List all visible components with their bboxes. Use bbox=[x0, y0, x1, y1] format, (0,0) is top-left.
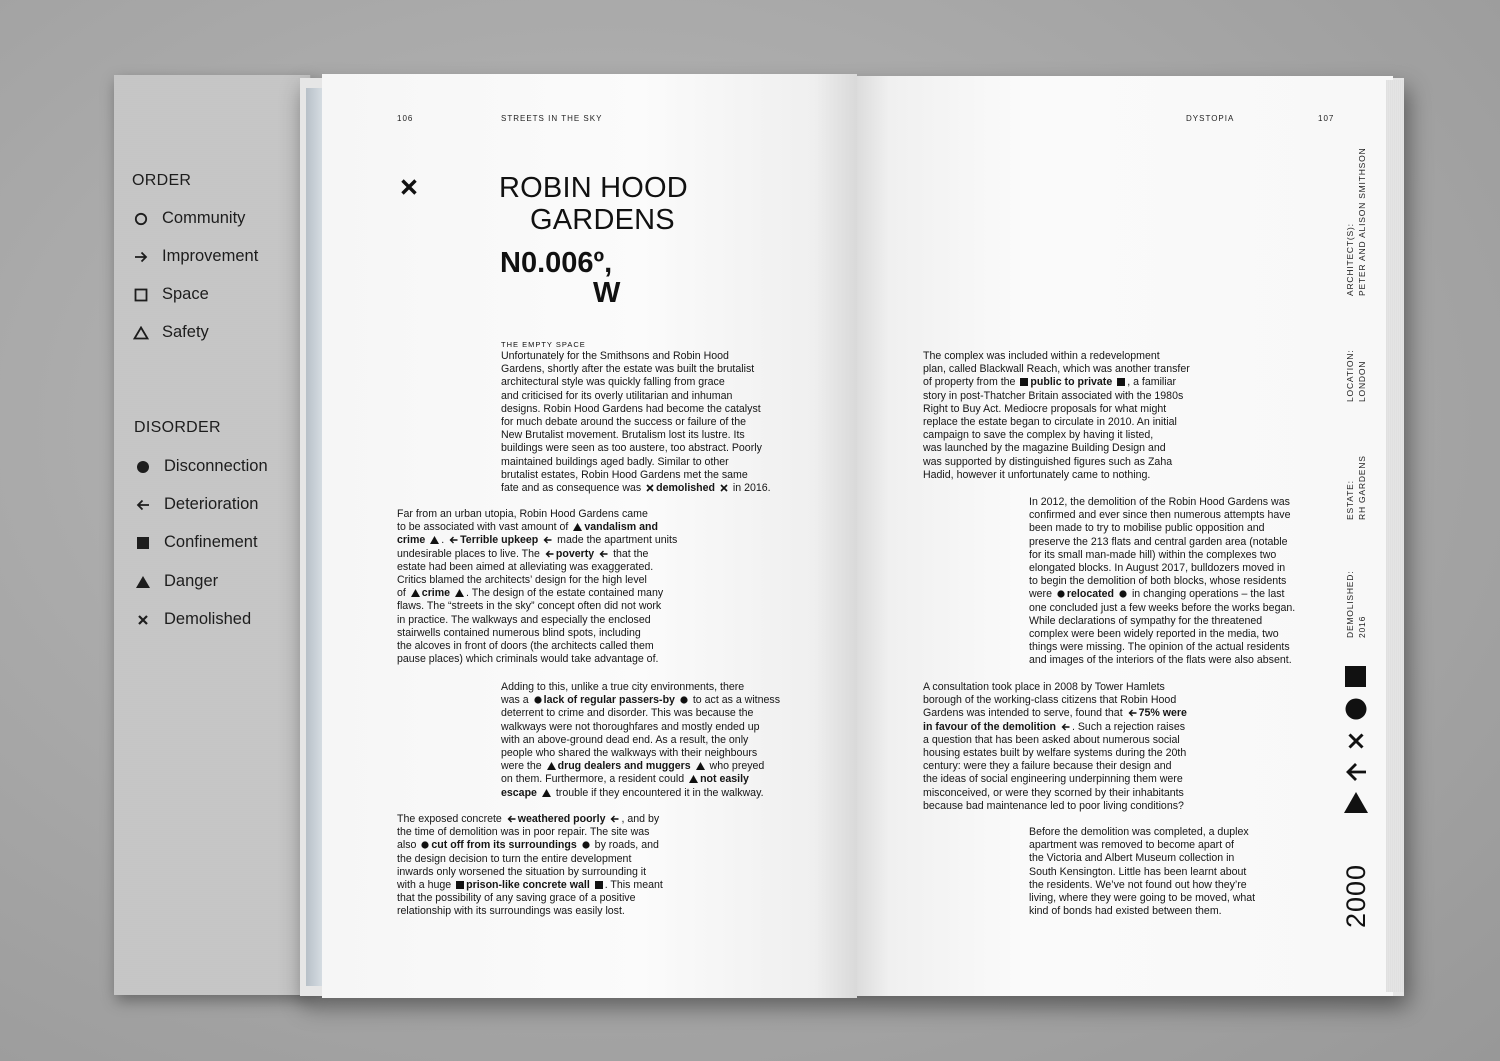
keyword: demolished bbox=[656, 482, 715, 495]
text-line: to begin the demolition of both blocks, whose residents bbox=[1029, 575, 1287, 588]
legend-item-disconnection bbox=[134, 457, 268, 476]
circle-filled-icon bbox=[582, 841, 590, 849]
paragraph: Far from an urban utopia, Robin Hood Gardens came to be associated with vast amount of vandalism and crime . Terrible upkeep made the apartment units undesirable places to live. The poverty that the estate had been aimed at alleviating was exaggerated. Critics blamed the architects’ design for the high level of crime . The design of the estate contained many flaws. The “streets in the sky” concept often did not work in practice. The walkways and especially the enclosed stairwells contained numerous blind spots, including the alcoves in front of doors (the architects called them pause places) which criminals would take advantage of. bbox=[397, 508, 717, 666]
text-run: that the bbox=[613, 547, 649, 560]
legend-item-community bbox=[132, 209, 245, 228]
legend-label: Deterioration bbox=[164, 495, 259, 513]
arrow-left-icon bbox=[449, 536, 458, 544]
arrow-right-icon bbox=[132, 248, 150, 266]
text-line: While declarations of sympathy for the threatened bbox=[1029, 614, 1263, 627]
square-filled-icon bbox=[595, 881, 603, 889]
legend-item-danger bbox=[134, 572, 218, 591]
text-line: South Kensington. Little has been learnt about bbox=[1029, 865, 1247, 878]
text-run: . This meant bbox=[604, 879, 663, 892]
arrow-left-icon bbox=[545, 550, 554, 558]
text-line: the Victoria and Albert Museum collection in bbox=[1029, 852, 1235, 865]
circle-filled-icon bbox=[680, 696, 688, 704]
text-line: the alcoves in front of doors (the architects called them bbox=[397, 640, 654, 653]
text-line: things were missing. The opinion of the actual residents bbox=[1029, 641, 1290, 654]
page-edges bbox=[1386, 80, 1404, 992]
meta-value: LONDON bbox=[1357, 360, 1367, 402]
meta-label: ESTATE: bbox=[1345, 480, 1355, 520]
circle-filled-icon bbox=[534, 696, 542, 704]
text-line: with an above-ground dead end. As a result, the only bbox=[501, 733, 749, 746]
keyword: crime bbox=[421, 587, 451, 600]
text-line: living, where they were going to be moved, what bbox=[1029, 892, 1256, 905]
text-line: architectural style was quickly falling from grace bbox=[501, 376, 725, 389]
text-run: with a huge bbox=[397, 879, 452, 892]
paragraph bbox=[1029, 826, 1309, 918]
legend-label: Community bbox=[162, 209, 246, 227]
meta-estate bbox=[1344, 455, 1368, 520]
text-run: made the apartment units bbox=[557, 534, 678, 547]
text-line: deterrent to crime and disorder. This was because the bbox=[501, 707, 754, 720]
circle-filled-icon bbox=[134, 458, 152, 476]
triangle-outline-icon bbox=[132, 324, 150, 342]
triangle-filled-icon bbox=[430, 536, 439, 544]
text-line: Gardens, shortly after the estate was built the brutalist bbox=[501, 363, 755, 376]
disorder-heading: DISORDER bbox=[134, 419, 221, 436]
triangle-filled-icon bbox=[411, 589, 420, 597]
text-line: apartment was removed to become apart of bbox=[1029, 839, 1234, 852]
text-line: estate had been aimed at alleviating was exaggerated. bbox=[397, 560, 654, 573]
text-line: designs. Robin Hood Gardens had become the catalyst bbox=[501, 402, 761, 415]
circle-filled-icon bbox=[1119, 590, 1127, 598]
text-line: walkways were not thoroughfares and mostly ended up bbox=[501, 720, 760, 733]
text-run: Gardens was intended to serve, found that bbox=[923, 707, 1123, 720]
text-line: A consultation took place in 2008 by Tower Hamlets bbox=[923, 681, 1165, 693]
keyword: crime bbox=[397, 534, 426, 547]
legend-item-improvement bbox=[132, 247, 258, 266]
text-line: complex were been widely reported in the media, two bbox=[1029, 628, 1279, 641]
text-run: undesirable places to live. The bbox=[397, 547, 540, 560]
text-line: flaws. The “streets in the sky” concept often did not work bbox=[397, 600, 662, 613]
text-line: because bad maintenance led to poor living conditions? bbox=[923, 799, 1184, 812]
meta-architect bbox=[1344, 148, 1368, 296]
arrow-left-icon bbox=[599, 550, 608, 558]
legend-label: Space bbox=[162, 285, 209, 303]
cross-icon bbox=[720, 484, 728, 492]
text-line: Adding to this, unlike a true city environments, there bbox=[501, 681, 745, 693]
triangle-filled-icon bbox=[455, 589, 464, 597]
keyword: poverty bbox=[555, 547, 595, 560]
legend-label: Confinement bbox=[164, 533, 258, 551]
arrow-left-icon bbox=[1061, 723, 1070, 731]
text-run: by roads, and bbox=[594, 839, 659, 852]
text-line: housing estates built by welfare systems during the 20th bbox=[923, 747, 1187, 760]
arrow-left-icon bbox=[1128, 709, 1137, 717]
keyword: drug dealers and muggers bbox=[557, 760, 691, 773]
text-line: one concluded just a few weeks before the works began. bbox=[1029, 601, 1296, 614]
text-line: In 2012, the demolition of the Robin Hood Gardens was bbox=[1029, 496, 1290, 508]
legend-item-safety bbox=[132, 323, 209, 342]
circle-outline-icon bbox=[132, 210, 150, 228]
triangle-filled-icon bbox=[547, 762, 556, 770]
text-line: the time of demolition was in poor repair. The site was bbox=[397, 826, 650, 839]
text-line: plan, called Blackwall Reach, which was another transfer bbox=[923, 363, 1190, 376]
text-line: replace the estate began to circulate in 2010. An initial bbox=[923, 416, 1177, 429]
text-line: was launched by the magazine Building Design and bbox=[923, 442, 1166, 455]
text-line: inwards only worsened the situation by surrounding it bbox=[397, 865, 647, 878]
text-line: people who shared the walkways with their neighbours bbox=[501, 747, 758, 760]
text-run: was a bbox=[501, 694, 529, 707]
text-line: preserve the 213 flats and central garden area (notable bbox=[1029, 535, 1288, 548]
text-line: and images of the interiors of the flats were also absent. bbox=[1029, 654, 1292, 667]
text-run: were bbox=[1029, 588, 1052, 601]
text-line: confirmed and ever since then numerous attempts have bbox=[1029, 509, 1291, 522]
keyword: Terrible upkeep bbox=[460, 534, 539, 547]
meta-value: PETER AND ALISON SMITHSON bbox=[1357, 147, 1367, 296]
text-run: of property from the bbox=[923, 376, 1016, 389]
legend-sleeve bbox=[114, 75, 311, 995]
meta-value: 2016 bbox=[1357, 615, 1367, 638]
text-line: The complex was included within a redevelopment bbox=[923, 350, 1160, 362]
text-run: The exposed concrete bbox=[397, 813, 502, 825]
arrow-left-icon bbox=[543, 536, 552, 544]
legend-label: Danger bbox=[164, 572, 219, 590]
paragraph bbox=[397, 813, 717, 919]
arrow-left-icon bbox=[610, 815, 619, 823]
text-line: and criticised for its overly utilitarian and inhuman bbox=[501, 389, 733, 402]
meta-label: LOCATION: bbox=[1345, 349, 1355, 402]
coord-line: W bbox=[593, 277, 621, 309]
text-line: the design decision to turn the entire development bbox=[397, 852, 632, 865]
coordinates bbox=[500, 246, 620, 310]
title-line: ROBIN HOOD bbox=[499, 172, 688, 204]
meta-demolished bbox=[1344, 571, 1368, 638]
square-filled-icon bbox=[456, 881, 464, 889]
title-line: GARDENS bbox=[530, 204, 675, 236]
cross-icon bbox=[1347, 732, 1365, 755]
text-run: who preyed bbox=[709, 760, 765, 773]
text-line: elongated blocks. In August 2017, bulldozers moved in bbox=[1029, 562, 1286, 575]
meta-label: DEMOLISHED: bbox=[1345, 570, 1355, 638]
keyword: not easily bbox=[700, 773, 749, 786]
legend-label: Safety bbox=[162, 323, 209, 341]
section-kicker: THE EMPTY SPACE bbox=[501, 340, 586, 349]
text-run: trouble if they encountered it in the walkway. bbox=[555, 786, 764, 799]
text-line: century: were they a failure because their design and bbox=[923, 760, 1172, 773]
text-line: stairwells contained numerous blind spots, including bbox=[397, 626, 641, 639]
keyword: public to private bbox=[1030, 376, 1113, 389]
text-run: also bbox=[397, 839, 417, 852]
text-run: . The design of the estate contained many bbox=[466, 587, 664, 600]
cross-icon bbox=[134, 611, 152, 629]
text-line: Hadid, however it unfortunately came to nothing. bbox=[923, 468, 1151, 481]
legend-label: Disconnection bbox=[164, 457, 268, 475]
text-line: Critics blamed the architects’ design for the high level bbox=[397, 574, 647, 587]
square-filled-icon bbox=[1117, 378, 1125, 386]
text-line: the residents. We’ve not found out how they’re bbox=[1029, 878, 1247, 891]
text-run: , and by bbox=[621, 813, 660, 825]
triangle-filled-icon bbox=[696, 762, 705, 770]
text-line: campaign to save the complex by having it listed, bbox=[923, 429, 1154, 442]
paragraph bbox=[501, 350, 801, 495]
decade-label: 2000 bbox=[1341, 863, 1371, 928]
coord-line: N0.006º, bbox=[500, 247, 613, 279]
text-run: in changing operations – the last bbox=[1131, 588, 1285, 601]
text-run: fate and as consequence was bbox=[501, 482, 642, 495]
legend-label: Demolished bbox=[164, 610, 252, 628]
paragraph bbox=[1029, 496, 1329, 668]
circle-filled-icon bbox=[1345, 698, 1367, 725]
text-run: to be associated with vast amount of bbox=[397, 521, 569, 534]
square-filled-icon bbox=[1020, 378, 1028, 386]
text-line: maintained buildings aged badly. Similar to other bbox=[501, 455, 729, 468]
square-filled-icon bbox=[1345, 666, 1367, 693]
square-filled-icon bbox=[134, 534, 152, 552]
text-line: buildings were seen as too austere, too abstract. Poorly bbox=[501, 442, 762, 455]
running-head-right: DYSTOPIA bbox=[1186, 114, 1235, 123]
keyword: in favour of the demolition bbox=[923, 720, 1057, 733]
text-line: borough of the working-class citizens that Robin Hood bbox=[923, 694, 1177, 707]
legend-item-demolished bbox=[134, 610, 251, 629]
page-number-left: 106 bbox=[397, 114, 414, 123]
text-line: brutalist estates, Robin Hood Gardens met the same bbox=[501, 468, 748, 481]
triangle-filled-icon bbox=[689, 775, 698, 783]
text-line: been made to try to mobilise public opposition and bbox=[1029, 522, 1265, 535]
text-run: to act as a witness bbox=[692, 694, 781, 707]
keyword: vandalism and bbox=[584, 521, 658, 534]
page-title bbox=[499, 172, 688, 236]
text-run: of bbox=[397, 587, 406, 600]
text-line: Right to Buy Act. Mediocre proposals for what might bbox=[923, 402, 1167, 415]
circle-filled-icon bbox=[421, 841, 429, 849]
legend-item-confinement bbox=[134, 533, 258, 552]
meta-location bbox=[1344, 350, 1368, 402]
paragraph bbox=[923, 350, 1223, 482]
text-run: were the bbox=[501, 760, 542, 773]
order-heading: ORDER bbox=[132, 172, 192, 189]
keyword: cut off from its surroundings bbox=[431, 839, 577, 852]
keyword: relocated bbox=[1066, 588, 1115, 601]
cross-icon bbox=[646, 484, 654, 492]
text-line: the ideas of social engineering underpinning them were bbox=[923, 773, 1183, 786]
text-line: Before the demolition was completed, a duplex bbox=[1029, 826, 1249, 838]
circle-filled-icon bbox=[1057, 590, 1065, 598]
text-run: in 2016. bbox=[732, 482, 771, 495]
text-run: . Such a rejection raises bbox=[1071, 720, 1186, 733]
legend-label: Improvement bbox=[162, 247, 259, 265]
keyword: weathered poorly bbox=[517, 813, 606, 825]
triangle-filled-icon bbox=[542, 789, 551, 797]
text-line: a question that has been asked about numerous social bbox=[923, 733, 1180, 746]
keyword: 75% were bbox=[1138, 707, 1187, 720]
meta-label: ARCHITECT(S): bbox=[1345, 223, 1355, 296]
page-number-right: 107 bbox=[1318, 114, 1335, 123]
arrow-left-icon bbox=[1344, 761, 1368, 788]
running-head-left: STREETS IN THE SKY bbox=[501, 114, 603, 123]
triangle-filled-icon bbox=[134, 573, 152, 591]
text-run: , a familiar bbox=[1127, 376, 1177, 389]
triangle-filled-icon bbox=[573, 523, 582, 531]
text-line: was supported by distinguished figures such as Zaha bbox=[923, 455, 1173, 468]
legend-item-space bbox=[132, 285, 209, 304]
keyword: escape bbox=[501, 786, 537, 799]
keyword: lack of regular passers-by bbox=[543, 694, 675, 707]
arrow-left-icon bbox=[507, 815, 516, 823]
text-line: kind of bonds had existed between them. bbox=[1029, 905, 1222, 918]
triangle-filled-icon bbox=[1344, 792, 1368, 819]
legend-item-deterioration bbox=[134, 495, 258, 514]
square-outline-icon bbox=[132, 286, 150, 304]
paragraph bbox=[923, 681, 1223, 813]
text-line: misconceived, or were they scorned by their inhabitants bbox=[923, 786, 1184, 799]
text-line: pause places) which criminals would take advantage of. bbox=[397, 653, 659, 666]
text-line: Unfortunately for the Smithsons and Robin Hood bbox=[501, 350, 729, 362]
text-line: in practice. The walkways and especially the enclosed bbox=[397, 613, 651, 626]
text-line: New Brutalist movement. Brutalism lost its lustre. Its bbox=[501, 429, 745, 442]
paragraph bbox=[501, 681, 811, 800]
text-line: for much debate around the success or failure of the bbox=[501, 416, 746, 429]
text-line: Far from an urban utopia, Robin Hood Gardens came bbox=[397, 508, 648, 520]
cross-icon bbox=[400, 178, 418, 201]
text-run: on them. Furthermore, a resident could bbox=[501, 773, 685, 786]
meta-value: RH GARDENS bbox=[1357, 455, 1367, 520]
arrow-left-icon bbox=[134, 496, 152, 514]
text-line: relationship with its surroundings was easily lost. bbox=[397, 905, 625, 918]
text-line: for its small man-made hill) within the complexes two bbox=[1029, 548, 1277, 561]
text-line: that the possibility of any saving grace of a positive bbox=[397, 892, 636, 905]
text-line: story in post-Thatcher Britain associated with the 1980s bbox=[923, 389, 1184, 402]
keyword: prison-like concrete wall bbox=[466, 879, 590, 892]
